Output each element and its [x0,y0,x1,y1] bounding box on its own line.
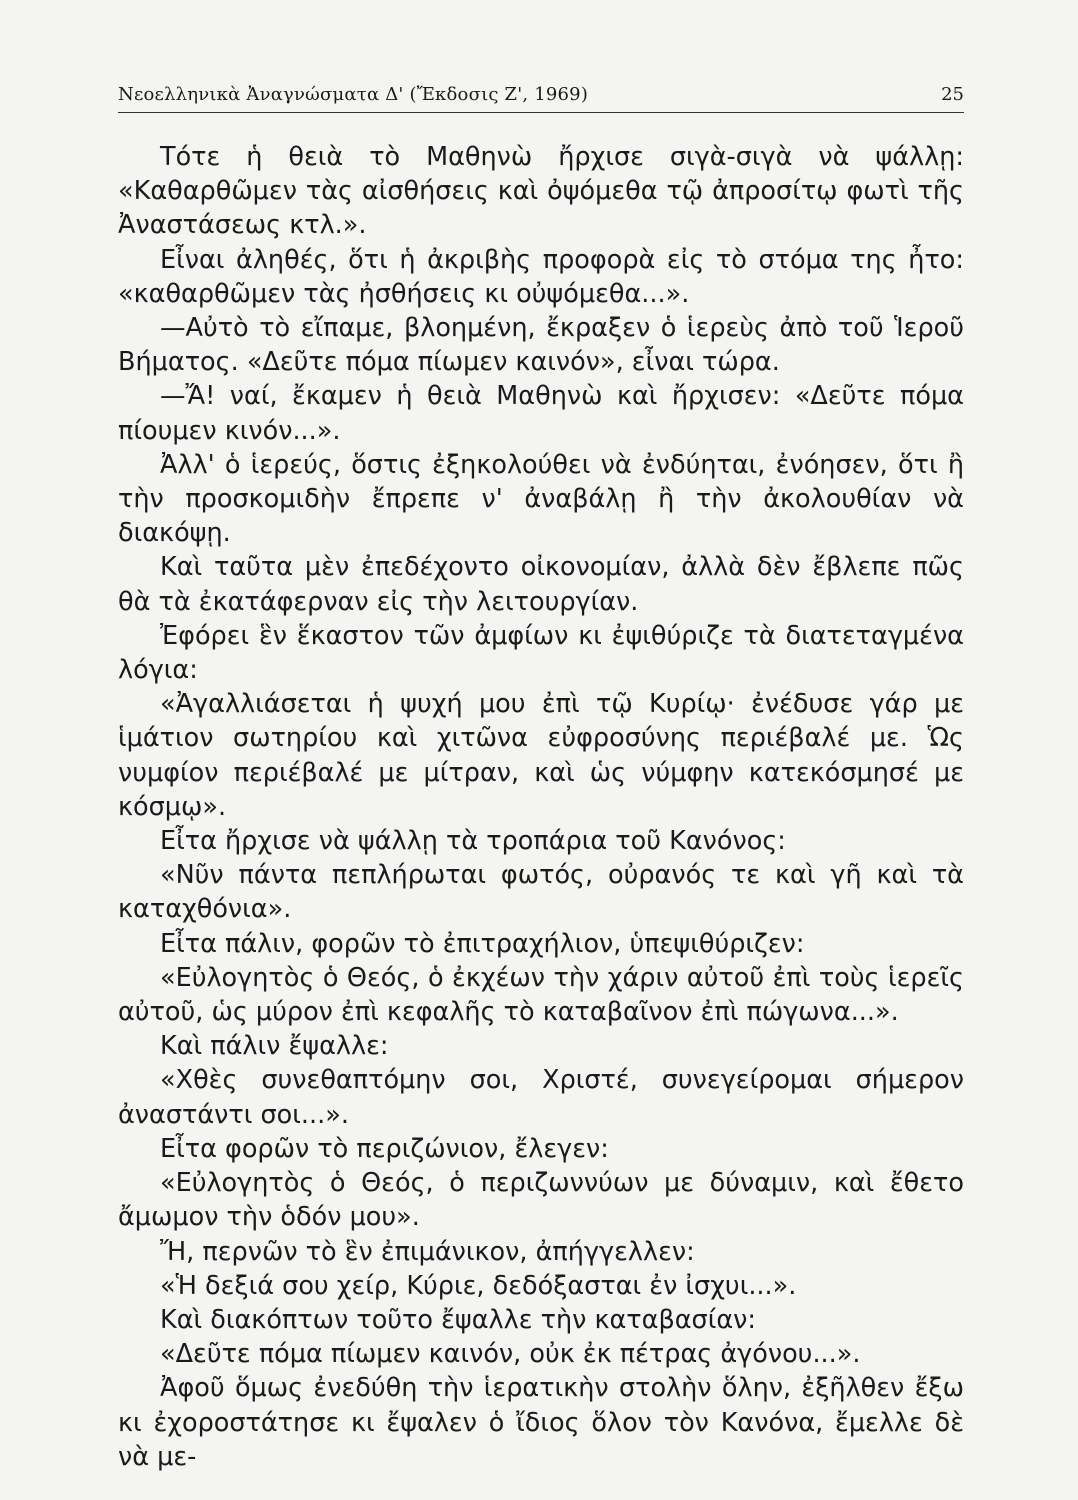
paragraph: «Χθὲς συνεθαπτόμην σοι, Χριστέ, συνεγείρομαι σήμερον ἀναστάντι σοι...». [118,1065,964,1130]
paragraph: Καὶ ταῦτα μὲν ἐπεδέχοντο οἰκονομίαν, ἀλλὰ δὲν ἔβλεπε πῶς θὰ τὰ ἐκατάφερναν εἰς τὴν λειτουργίαν. [118,552,964,617]
running-title: Νεοελληνικὰ Ἀναγνώσματα Δ' (Ἔκδοσις Ζ', 1969) [118,84,589,105]
paragraph: «Ἡ δεξιά σου χείρ, Κύριε, δεδόξασται ἐν ἰσχυι...». [160,1270,797,1301]
page-header [118,78,964,113]
paragraph: Εἶτα ἤρχισε νὰ ψάλλῃ τὰ τροπάρια τοῦ Κανόνος: [160,826,786,857]
paragraph: Εἶναι ἀληθές, ὅτι ἡ ἀκριβὴς προφορὰ εἰς τὸ στόμα της ἦτο: «καθαρθῶμεν τὰς ἠσθήσεις κι οὐψόμεθα...». [118,244,964,309]
paragraph: Ἐφόρει ἓν ἕκαστον τῶν ἀμφίων κι ἐψιθύριζε τὰ διατεταγμένα λόγια: [118,620,964,686]
paragraph: Ἀλλ' ὁ ἱερεύς, ὅστις ἐξηκολούθει νὰ ἐνδύηται, ἐνόησεν, ὅτι ἢ τὴν προσκομιδὴν ἔπρεπε ν' ἀναβάλῃ ἢ τὴν ἀκολουθίαν νὰ διακόψῃ. [118,449,964,549]
paragraph: Εἶτα πάλιν, φορῶν τὸ ἐπιτραχήλιον, ὑπεψιθύριζεν: [160,928,805,959]
paragraph: Τότε ἡ θειὰ τὸ Μαθηνὼ ἤρχισε σιγὰ-σιγὰ νὰ ψάλλῃ: «Καθαρθῶμεν τὰς αἰσθήσεις καὶ ὀψόμεθα τῷ ἀπροσίτῳ φωτὶ τῆς Ἀναστάσεως κτλ.». [118,142,964,241]
paragraph: «Εὐλογητὸς ὁ Θεός, ὁ περιζωννύων με δύναμιν, καὶ ἔθετο ἄμωμον τὴν ὁδόν μου». [118,1168,964,1233]
page-number: 25 [941,84,964,105]
paragraph: Ἀφοῦ ὅμως ἐνεδύθη τὴν ἱερατικὴν στολὴν ὅλην, ἐξῆλθεν ἔξω κι ἐχοροστάτησε κι ἔψαλεν ὁ ἴδιος ὅλον τὸν Κανόνα, ἔμελλε δὲ νὰ με- [118,1373,964,1472]
page-body [118,140,964,1474]
paragraph: —Ἄ! ναί, ἔκαμεν ἡ θειὰ Μαθηνὼ καὶ ἤρχισεν: «Δεῦτε πόμα πίουμεν κινόν...». [118,381,964,446]
paragraph: Καὶ διακόπτων τοῦτο ἔψαλλε τὴν καταβασίαν: [160,1304,756,1335]
paragraph: Ἤ, περνῶν τὸ ἓν ἐπιμάνικον, ἀπήγγελλεν: [160,1236,695,1267]
paragraph: «Δεῦτε πόμα πίωμεν καινόν, οὐκ ἐκ πέτρας ἀγόνου...». [160,1339,861,1370]
paragraph: «Εὐλογητὸς ὁ Θεός, ὁ ἐκχέων τὴν χάριν αὐτοῦ ἐπὶ τοὺς ἱερεῖς αὐτοῦ, ὡς μύρον ἐπὶ κεφαλῆς τὸ καταβαῖνον ἐπὶ πώγωνα...». [118,962,964,1028]
paragraph: Καὶ πάλιν ἔψαλλε: [160,1031,389,1062]
paragraph: «Ἀγαλλιάσεται ἡ ψυχή μου ἐπὶ τῷ Κυρίῳ· ἐνέδυσε γάρ με ἱμάτιον σωτηρίου καὶ χιτῶνα εὐφροσύνης περιέβαλέ με. Ὡς νυμφίον περιέβαλέ με μίτραν, καὶ ὡς νύμφην κατεκόσμησέ με κόσμῳ». [118,689,964,822]
paragraph: «Νῦν πάντα πεπλήρωται φωτός, οὐρανός τε καὶ γῆ καὶ τὰ καταχθόνια». [118,860,964,925]
paragraph: Εἶτα φορῶν τὸ περιζώνιον, ἔλεγεν: [160,1133,609,1164]
paragraph: —Αὐτὸ τὸ εἴπαμε, βλοημένη, ἔκραξεν ὁ ἱερεὺς ἀπὸ τοῦ Ἱεροῦ Βήματος. «Δεῦτε πόμα πίωμεν καινόν», εἶναι τώρα. [118,313,964,378]
